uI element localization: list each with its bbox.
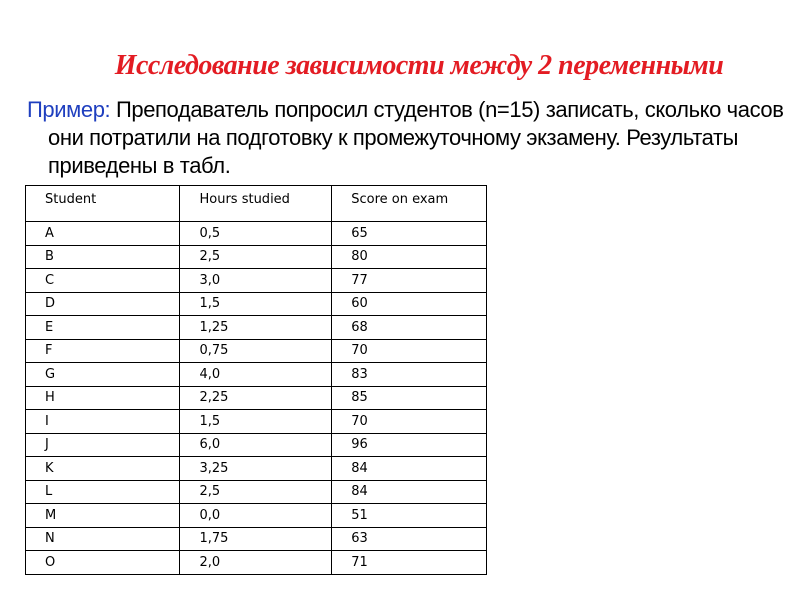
student-cell: H xyxy=(26,386,180,410)
hours-cell: 3,0 xyxy=(180,269,332,293)
hours-cell: 0,0 xyxy=(180,504,332,528)
score-cell: 70 xyxy=(332,410,487,434)
hours-cell: 2,5 xyxy=(180,245,332,269)
score-cell: 80 xyxy=(332,245,487,269)
student-cell: M xyxy=(26,504,180,528)
hours-cell: 0,5 xyxy=(180,222,332,246)
student-cell: I xyxy=(26,410,180,434)
intro-text: Преподаватель попросил студентов (n=15) записать, сколько часов они потратили на подготовку к промежуточному экзамену. Результаты приведены в табл. xyxy=(48,97,784,178)
hours-cell: 2,0 xyxy=(180,551,332,575)
table-row xyxy=(26,316,487,340)
score-cell: 70 xyxy=(332,339,487,363)
hours-cell: 1,5 xyxy=(180,292,332,316)
student-cell: G xyxy=(26,363,180,387)
table-row xyxy=(26,504,487,528)
table-row xyxy=(26,433,487,457)
header-student: Student xyxy=(26,186,180,222)
table-body xyxy=(26,222,487,575)
hours-cell: 1,75 xyxy=(180,527,332,551)
student-cell: J xyxy=(26,433,180,457)
table-row xyxy=(26,527,487,551)
table-row xyxy=(26,222,487,246)
table-row xyxy=(26,363,487,387)
hours-cell: 3,25 xyxy=(180,457,332,481)
hours-cell: 6,0 xyxy=(180,433,332,457)
hours-cell: 2,5 xyxy=(180,480,332,504)
table-row xyxy=(26,269,487,293)
table-row xyxy=(26,457,487,481)
hours-cell: 0,75 xyxy=(180,339,332,363)
table-header-row xyxy=(26,186,487,222)
hours-cell: 2,25 xyxy=(180,386,332,410)
student-cell: L xyxy=(26,480,180,504)
student-cell: A xyxy=(26,222,180,246)
student-cell: K xyxy=(26,457,180,481)
score-cell: 77 xyxy=(332,269,487,293)
score-cell: 84 xyxy=(332,457,487,481)
table-row xyxy=(26,410,487,434)
table-row xyxy=(26,480,487,504)
student-cell: N xyxy=(26,527,180,551)
table-row xyxy=(26,292,487,316)
table-row xyxy=(26,386,487,410)
student-cell: B xyxy=(26,245,180,269)
student-cell: D xyxy=(26,292,180,316)
score-cell: 65 xyxy=(332,222,487,246)
table-row xyxy=(26,339,487,363)
study-data-table xyxy=(25,185,487,575)
intro-paragraph xyxy=(27,96,787,180)
score-cell: 83 xyxy=(332,363,487,387)
student-cell: C xyxy=(26,269,180,293)
student-cell: F xyxy=(26,339,180,363)
hours-cell: 4,0 xyxy=(180,363,332,387)
score-cell: 84 xyxy=(332,480,487,504)
table-row xyxy=(26,551,487,575)
header-score-on-exam: Score on exam xyxy=(332,186,487,222)
score-cell: 71 xyxy=(332,551,487,575)
score-cell: 85 xyxy=(332,386,487,410)
intro-label: Пример: xyxy=(27,97,111,122)
score-cell: 96 xyxy=(332,433,487,457)
score-cell: 60 xyxy=(332,292,487,316)
student-cell: E xyxy=(26,316,180,340)
score-cell: 63 xyxy=(332,527,487,551)
hours-cell: 1,25 xyxy=(180,316,332,340)
hours-cell: 1,5 xyxy=(180,410,332,434)
table-row xyxy=(26,245,487,269)
score-cell: 51 xyxy=(332,504,487,528)
slide-title: Исследование зависимости между 2 переменными xyxy=(114,50,724,81)
score-cell: 68 xyxy=(332,316,487,340)
student-cell: O xyxy=(26,551,180,575)
header-hours-studied: Hours studied xyxy=(180,186,332,222)
